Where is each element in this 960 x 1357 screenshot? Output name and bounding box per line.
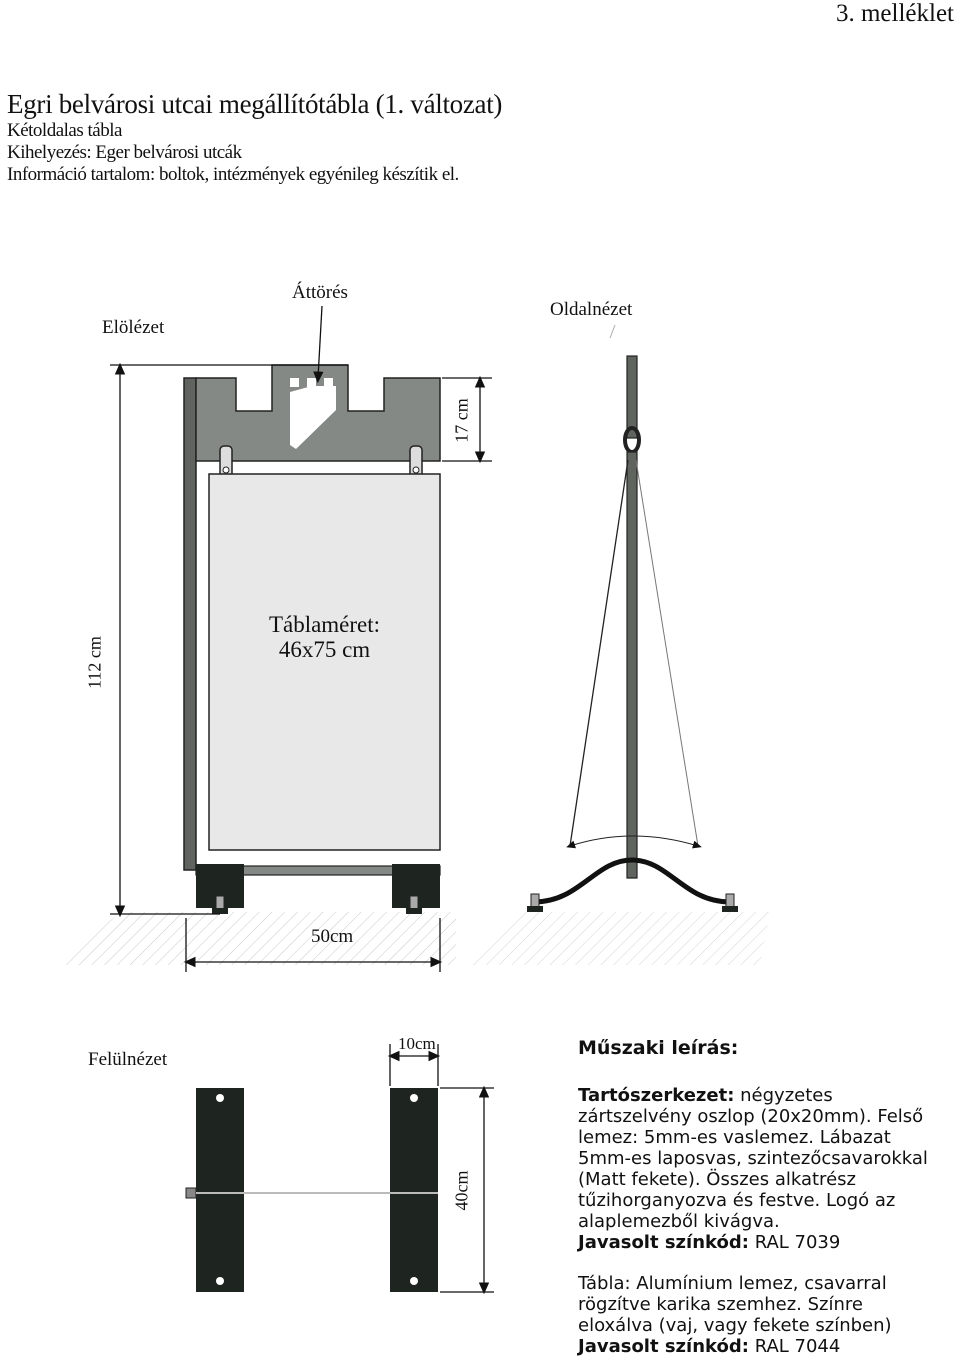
- side-post: [627, 452, 637, 878]
- spec-panel: Tábla: Alumínium lemez, csavarral rögzítve karika szemhez. Színre eloxálva (vaj, vagy fekete színben): [578, 1273, 892, 1336]
- side-panel-right: [636, 460, 698, 846]
- technical-description: [578, 1038, 938, 1357]
- side-panel-left: [570, 460, 628, 846]
- panel-size-line-2: 46x75 cm: [278, 637, 371, 662]
- spec-color-1-label: Javasolt színkód:: [578, 1232, 749, 1253]
- side-view: [527, 325, 738, 912]
- spec-color-2-label: Javasolt színkód:: [578, 1336, 749, 1357]
- top-hole: [410, 1277, 418, 1285]
- spec-color-1-value: RAL 7039: [748, 1232, 841, 1253]
- top-post: [186, 1188, 196, 1198]
- header-line-1: Kétoldalas tábla: [7, 120, 122, 141]
- spec-color-2-value: RAL 7044: [748, 1336, 841, 1357]
- spec-structure: [578, 1085, 938, 1232]
- side-view-label: Oldalnézet: [550, 299, 633, 320]
- front-view-label: Elölézet: [102, 317, 165, 338]
- spec-heading: Műszaki leírás:: [578, 1037, 739, 1059]
- front-post: [184, 378, 196, 870]
- sign-panel: [209, 474, 440, 850]
- spec-structure-label: Tartószerkezet:: [578, 1085, 735, 1106]
- document-title: Egri belvárosi utcai megállítótábla (1. változat): [7, 89, 503, 119]
- annex-label: 3. melléklet: [835, 0, 954, 27]
- side-post-top: [627, 356, 637, 438]
- header-dimension-label: 17 cm: [451, 398, 472, 443]
- spec-structure-text: négyzetes zártszelvény oszlop (20x20mm). Felső lemez: 5mm-es vaslemez. Lábazat 5mm-es laposvas, szintezőcsavarokkal (Matt fekete). Összes alkatrész tűzihorganyozva és festve. Logó az alaplemezből kivágva.: [578, 1085, 928, 1232]
- header-line-2: Kihelyezés: Eger belvárosi utcák: [7, 142, 242, 163]
- spec-color-1: [578, 1232, 938, 1253]
- top-hole: [410, 1094, 418, 1102]
- header-line-3: Információ tartalom: boltok, intézmények egyénileg készítik el.: [7, 164, 459, 185]
- top-base-right: [390, 1088, 438, 1292]
- ring-hanger-left: [220, 446, 232, 478]
- spec-color-2: [578, 1336, 938, 1357]
- top-base-left: [196, 1088, 244, 1292]
- top-view: [186, 1088, 438, 1292]
- top-hole: [216, 1277, 224, 1285]
- height-dimension-label: 112 cm: [84, 636, 105, 689]
- ring-hanger-right: [410, 446, 422, 478]
- top-view-label: Felülnézet: [88, 1049, 168, 1070]
- cutout-label: Áttörés: [292, 282, 348, 303]
- ground-hatch-side: [470, 912, 770, 965]
- ground-hatch-front: [60, 912, 456, 965]
- width-dimension-label: 50cm: [311, 926, 354, 947]
- panel-size-text: [209, 612, 440, 662]
- base-width-label: 10cm: [398, 1034, 436, 1053]
- top-hole: [216, 1094, 224, 1102]
- base-length-label: 40cm: [451, 1170, 472, 1211]
- panel-size-line-1: Táblaméret:: [268, 612, 381, 637]
